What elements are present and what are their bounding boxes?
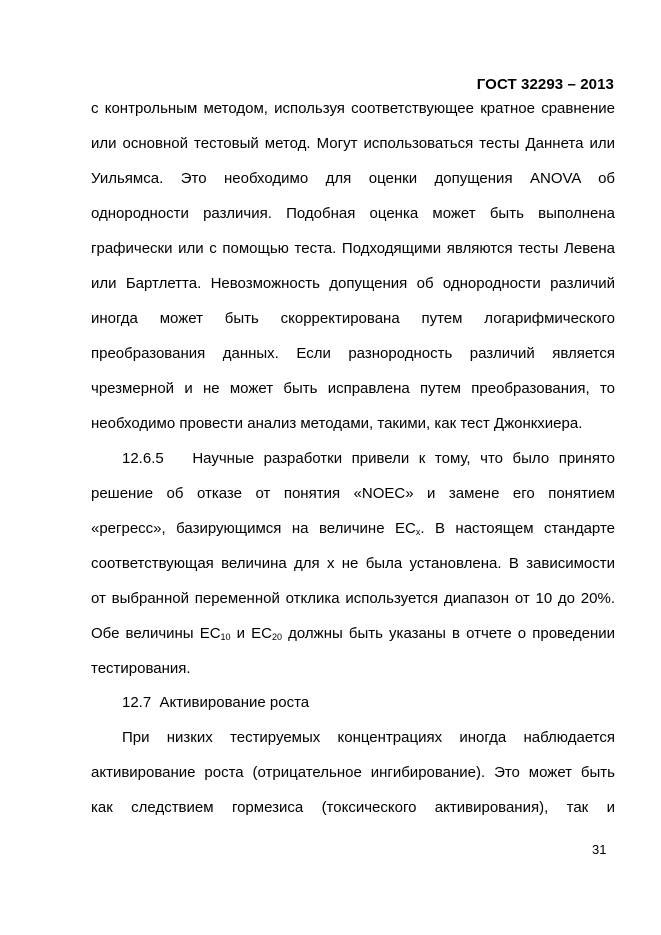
paragraph-line: графически или с помощью теста. Подходящими являются тесты Левена [91, 240, 615, 257]
paragraph-line: Обе величины $EC_{10}$ и $EC_{20}$ должны быть указаны в отчете о проведении [91, 625, 616, 642]
paragraph-line: от выбранной переменной отклика используется диапазон от 10 до 20%. [91, 590, 615, 607]
paragraph-line: или основной тестовый метод. Могут использоваться тесты Даннета или [91, 135, 615, 152]
paragraph-line: чрезмерной и не может быть исправлена путем преобразования, то [91, 380, 615, 397]
paragraph-line: «регресс», базирующимся на величине $EC_x$. В настоящем стандарте [91, 520, 615, 537]
subscript: 10 [220, 632, 231, 642]
page-number: 31 [592, 842, 607, 857]
paragraph-line: решение об отказе от понятия «NOEC» и замене его понятием [91, 485, 615, 502]
paragraph-line: иногда может быть скорректирована путем логарифмического [91, 310, 615, 327]
paragraph-line: При низких тестируемых концентрациях иногда наблюдается [122, 729, 615, 746]
paragraph-line: активирование роста (отрицательное ингибирование). Это может быть [91, 764, 615, 781]
clause-text: Научные разработки привели к тому, что было принято [192, 450, 615, 467]
page-header: ГОСТ 32293 – 2013 [476, 76, 614, 93]
paragraph-line: как следствием гормезиса (токсического активирования), так и [91, 799, 615, 816]
section-heading [122, 694, 615, 712]
paragraph-line: необходимо провести анализ методами, такими, как тест Джонкхиера. [91, 415, 583, 432]
paragraph-line: Уильямса. Это необходимо для оценки допущения ANOVA об [91, 170, 615, 187]
subscript: 20 [272, 632, 283, 642]
paragraph-line: тестирования. [91, 660, 191, 677]
clause-number: 12.6.5 [122, 450, 164, 467]
section-title: Активирование роста [159, 694, 310, 711]
section-number: 12.7 [122, 694, 152, 711]
paragraph-line: соответствующая величина для x не была установлена. В зависимости [91, 555, 615, 572]
subscript: x [415, 527, 421, 537]
paragraph-line: однородности различия. Подобная оценка может быть выполнена [91, 205, 615, 222]
paragraph-line [122, 450, 615, 468]
paragraph-line: или Бартлетта. Невозможность допущения об однородности различий [91, 275, 615, 292]
paragraph-line: с контрольным методом, используя соответствующее кратное сравнение [91, 100, 615, 117]
paragraph-line: преобразования данных. Если разнородность различий является [91, 345, 615, 362]
